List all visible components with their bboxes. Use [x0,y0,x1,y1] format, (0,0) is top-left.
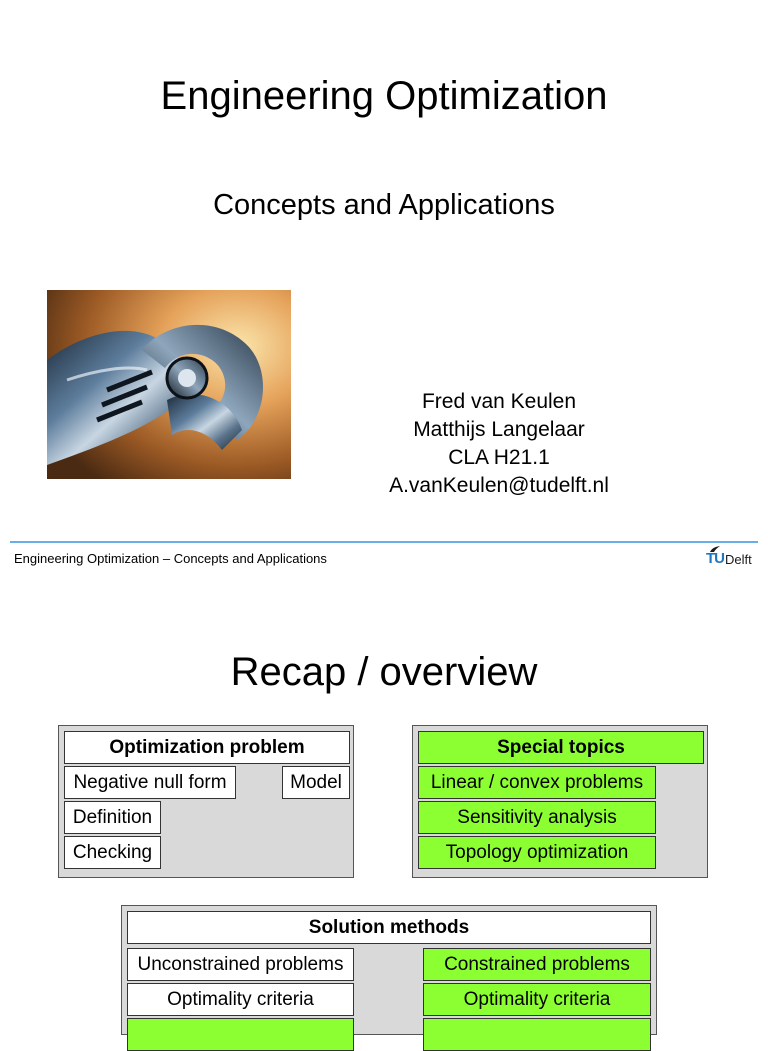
linear-convex-problems-box: Linear / convex problems [418,766,656,799]
special-topics-header: Special topics [418,731,704,764]
tu-delft-logo [706,545,762,569]
solution-methods-panel [121,905,657,1035]
topology-optimization-box: Topology optimization [418,836,656,869]
cropped-green-box-right [423,1018,651,1051]
optimization-problem-header: Optimization problem [64,731,350,764]
wrench-photo [47,290,291,479]
sensitivity-analysis-box: Sensitivity analysis [418,801,656,834]
negative-null-form-box: Negative null form [64,766,236,799]
optimality-criteria-left-box: Optimality criteria [127,983,354,1016]
cropped-green-box-left [127,1018,354,1051]
author-block [360,388,638,500]
constrained-problems-box: Constrained problems [423,948,651,981]
footer-text: Engineering Optimization – Concepts and Applications [14,551,327,566]
solution-methods-header: Solution methods [127,911,651,944]
contact-email: A.vanKeulen@tudelft.nl [389,474,609,497]
optimization-problem-panel [58,725,354,878]
adjustable-wrench-icon [47,290,291,479]
special-topics-panel [412,725,708,878]
author-name-2: Matthijs Langelaar [413,418,585,441]
model-box: Model [282,766,350,799]
author-name-1: Fred van Keulen [421,390,577,413]
logo-tu: TU [706,550,724,567]
slide-subtitle: Concepts and Applications [213,189,555,221]
logo-delft: Delft [725,552,752,567]
room-number: CLA H21.1 [448,446,550,469]
unconstrained-problems-box: Unconstrained problems [127,948,354,981]
optimality-criteria-right-box: Optimality criteria [423,983,651,1016]
checking-box: Checking [64,836,161,869]
slide-title: Engineering Optimization [160,74,608,118]
definition-box: Definition [64,801,161,834]
footer-divider [10,541,758,543]
overview-title: Recap / overview [230,650,538,694]
